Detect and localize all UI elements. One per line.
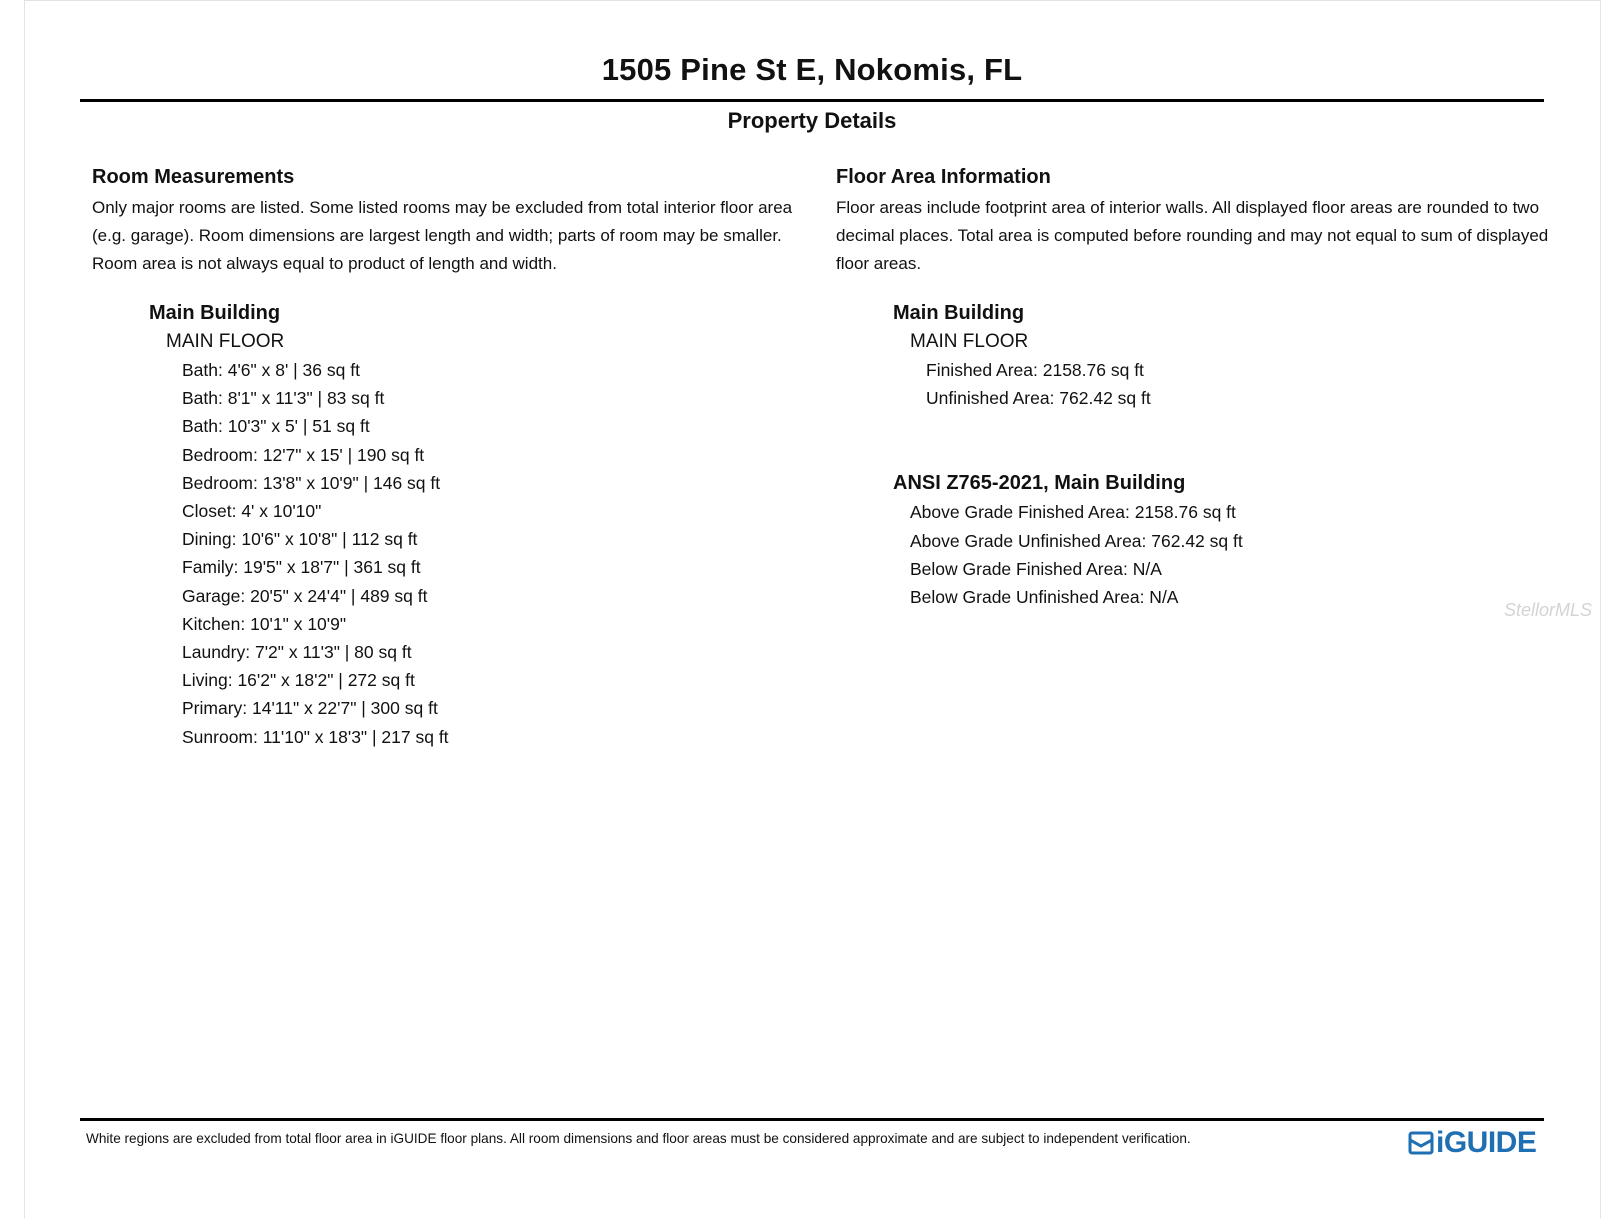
room-item: Bath: 10'3" x 5' | 51 sq ft [182, 416, 370, 437]
room-measurements-description [92, 194, 812, 278]
footer-disclaimer: White regions are excluded from total floor area in iGUIDE floor plans. All room dimensions and floor areas must be considered approximate and are subject to independent verification. [86, 1131, 1191, 1146]
area-building-heading: Main Building [893, 302, 1025, 324]
room-item: Family: 19'5" x 18'7" | 361 sq ft [182, 557, 421, 578]
iguide-logo-icon [1408, 1130, 1434, 1156]
watermark: StellorMLS [1504, 600, 1593, 620]
page-subtitle: Property Details [727, 108, 897, 133]
iguide-logo [1408, 1126, 1536, 1160]
page-edge-left [24, 0, 25, 1218]
room-measurements-heading: Room Measurements [92, 166, 295, 188]
ansi-heading: ANSI Z765-2021, Main Building [893, 472, 1186, 495]
room-item: Garage: 20'5" x 24'4" | 489 sq ft [182, 585, 428, 606]
room-item: Primary: 14'11" x 22'7" | 300 sq ft [182, 698, 438, 719]
room-item: Bedroom: 13'8" x 10'9" | 146 sq ft [182, 472, 441, 493]
ansi-item: Below Grade Unfinished Area: N/A [910, 587, 1179, 608]
room-item: Bath: 8'1" x 11'3" | 83 sq ft [182, 388, 385, 409]
room-item: Dining: 10'6" x 10'8" | 112 sq ft [182, 529, 418, 550]
iguide-logo-text: iGUIDE [1436, 1126, 1537, 1159]
room-item: Laundry: 7'2" x 11'3" | 80 sq ft [182, 642, 412, 663]
unfinished-area: Unfinished Area: 762.42 sq ft [926, 388, 1151, 409]
description-line: Room area is not always equal to product of length and width. [92, 254, 557, 273]
page-edge-top [24, 0, 1601, 1]
floor-area-heading: Floor Area Information [836, 166, 1051, 188]
finished-area: Finished Area: 2158.76 sq ft [926, 360, 1144, 380]
area-floor-heading: MAIN FLOOR [910, 331, 1029, 352]
room-item: Living: 16'2" x 18'2" | 272 sq ft [182, 670, 415, 691]
footer-divider [80, 1118, 1544, 1121]
description-line: decimal places. Total area is computed before rounding and may not equal to sum of displayed [836, 226, 1549, 245]
ansi-item: Above Grade Finished Area: 2158.76 sq ft [910, 502, 1236, 523]
header-divider [80, 99, 1544, 102]
description-line: Floor areas include footprint area of interior walls. All displayed floor areas are rounded to two [836, 198, 1540, 217]
room-building-heading: Main Building [149, 302, 281, 324]
room-item: Bath: 4'6" x 8' | 36 sq ft [182, 360, 360, 380]
room-floor-heading: MAIN FLOOR [166, 331, 285, 352]
room-measurements-section [92, 162, 812, 751]
floor-area-section [836, 162, 1556, 611]
room-item: Sunroom: 11'10" x 18'3" | 217 sq ft [182, 726, 449, 747]
ansi-item: Below Grade Finished Area: N/A [910, 558, 1162, 579]
description-line: floor areas. [836, 254, 922, 273]
room-item: Closet: 4' x 10'10" [182, 501, 322, 522]
ansi-list [836, 498, 1556, 611]
floor-area-description [836, 194, 1556, 278]
page-edge-right [1600, 0, 1601, 1218]
description-line: Only major rooms are listed. Some listed rooms may be excluded from total interior floor area [92, 198, 793, 217]
page-title: 1505 Pine St E, Nokomis, FL [601, 52, 1023, 87]
description-line: (e.g. garage). Room dimensions are largest length and width; parts of room may be smaller. [92, 226, 782, 245]
ansi-item: Above Grade Unfinished Area: 762.42 sq ft [910, 530, 1243, 551]
room-item: Bedroom: 12'7" x 15' | 190 sq ft [182, 444, 425, 465]
room-item: Kitchen: 10'1" x 10'9" [182, 613, 347, 634]
room-list [92, 356, 812, 751]
